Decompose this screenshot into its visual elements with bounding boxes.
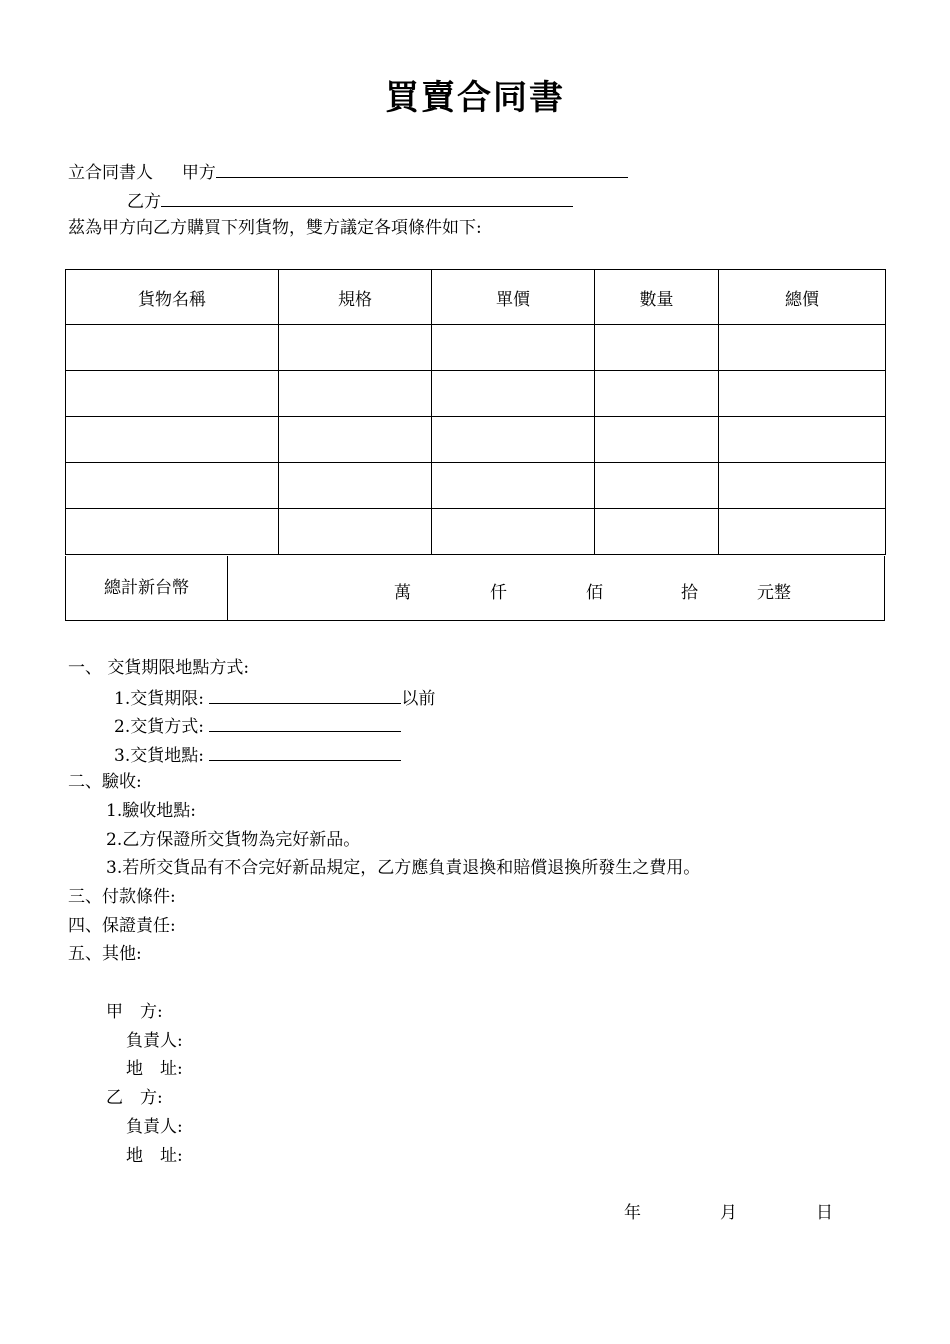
header-quantity: 數量 xyxy=(595,270,719,325)
table-row xyxy=(66,417,886,463)
table-row xyxy=(66,509,886,555)
signature-party-b: 乙 方: xyxy=(106,1088,163,1108)
table-cell[interactable] xyxy=(595,371,719,417)
unit-bai: 佰 xyxy=(586,583,603,603)
table-cell[interactable] xyxy=(66,417,279,463)
header-spec: 規格 xyxy=(279,270,432,325)
section-5-heading: 五、其他: xyxy=(68,944,142,964)
table-row xyxy=(66,371,886,417)
table-cell[interactable] xyxy=(595,417,719,463)
delivery-deadline-label: 1.交貨期限: xyxy=(114,689,204,709)
party-a-line xyxy=(68,160,628,184)
table-cell[interactable] xyxy=(719,417,886,463)
party-b-label: 乙方 xyxy=(127,192,161,212)
table-row xyxy=(66,463,886,509)
table-cell[interactable] xyxy=(66,509,279,555)
table-cell[interactable] xyxy=(279,417,432,463)
table-cell[interactable] xyxy=(66,371,279,417)
party-b-address: 地 址: xyxy=(126,1146,183,1166)
inspection-place: 1.驗收地點: xyxy=(106,801,196,821)
signer-label: 立合同書人 xyxy=(68,163,153,183)
header-goods-name: 貨物名稱 xyxy=(66,270,279,325)
delivery-deadline xyxy=(114,686,435,710)
table-cell[interactable] xyxy=(279,463,432,509)
unit-shi: 拾 xyxy=(681,583,698,603)
total-row xyxy=(65,556,885,621)
party-b-person: 負責人: xyxy=(126,1117,183,1137)
table-cell[interactable] xyxy=(719,325,886,371)
date-year: 年 xyxy=(624,1203,641,1223)
table-cell[interactable] xyxy=(719,463,886,509)
table-cell[interactable] xyxy=(595,325,719,371)
signature-party-a: 甲 方: xyxy=(106,1002,163,1022)
table-cell[interactable] xyxy=(279,371,432,417)
table-row xyxy=(66,325,886,371)
party-a-blank[interactable] xyxy=(216,160,628,178)
table-cell[interactable] xyxy=(432,509,595,555)
section-1-heading: 一、 交貨期限地點方式: xyxy=(68,658,250,678)
total-label: 總計新台幣 xyxy=(66,556,228,620)
table-cell[interactable] xyxy=(719,509,886,555)
inspection-guarantee: 2.乙方保證所交貨物為完好新品。 xyxy=(106,830,361,850)
party-a-person: 負責人: xyxy=(126,1031,183,1051)
table-cell[interactable] xyxy=(66,325,279,371)
section-2-heading: 二、驗收: xyxy=(68,772,142,792)
delivery-deadline-suffix: 以前 xyxy=(401,689,436,709)
header-unit-price: 單價 xyxy=(432,270,595,325)
table-cell[interactable] xyxy=(279,325,432,371)
table-cell[interactable] xyxy=(595,509,719,555)
unit-wan: 萬 xyxy=(394,583,411,603)
delivery-method-blank[interactable] xyxy=(209,714,401,732)
table-cell[interactable] xyxy=(279,509,432,555)
table-cell[interactable] xyxy=(432,463,595,509)
table-cell[interactable] xyxy=(66,463,279,509)
delivery-place xyxy=(114,743,401,767)
party-b-line xyxy=(127,189,573,213)
unit-qian: 仟 xyxy=(490,583,507,603)
document-title: 買賣合同書 xyxy=(385,78,565,118)
date-day: 日 xyxy=(816,1203,833,1223)
delivery-place-label: 3.交貨地點: xyxy=(114,746,204,766)
table-cell[interactable] xyxy=(432,371,595,417)
table-cell[interactable] xyxy=(432,417,595,463)
date-month: 月 xyxy=(720,1203,737,1223)
delivery-deadline-blank[interactable] xyxy=(209,686,401,704)
section-3-heading: 三、付款條件: xyxy=(68,887,176,907)
table-cell[interactable] xyxy=(719,371,886,417)
delivery-method-label: 2.交貨方式: xyxy=(114,717,204,737)
table-header-row xyxy=(66,270,886,325)
party-a-address: 地 址: xyxy=(126,1059,183,1079)
unit-yuan: 元整 xyxy=(757,583,791,603)
party-b-blank[interactable] xyxy=(161,189,573,207)
section-4-heading: 四、保證責任: xyxy=(68,916,176,936)
delivery-place-blank[interactable] xyxy=(209,743,401,761)
goods-table xyxy=(65,269,886,555)
table-cell[interactable] xyxy=(432,325,595,371)
table-cell[interactable] xyxy=(595,463,719,509)
intro-text: 茲為甲方向乙方購買下列貨物，雙方議定各項條件如下: xyxy=(68,218,482,238)
party-a-label: 甲方 xyxy=(181,163,216,183)
header-total-price: 總價 xyxy=(719,270,886,325)
inspection-replacement: 3.若所交貨品有不合完好新品規定，乙方應負責退換和賠償退換所發生之費用。 xyxy=(106,858,701,878)
delivery-method xyxy=(114,714,401,738)
